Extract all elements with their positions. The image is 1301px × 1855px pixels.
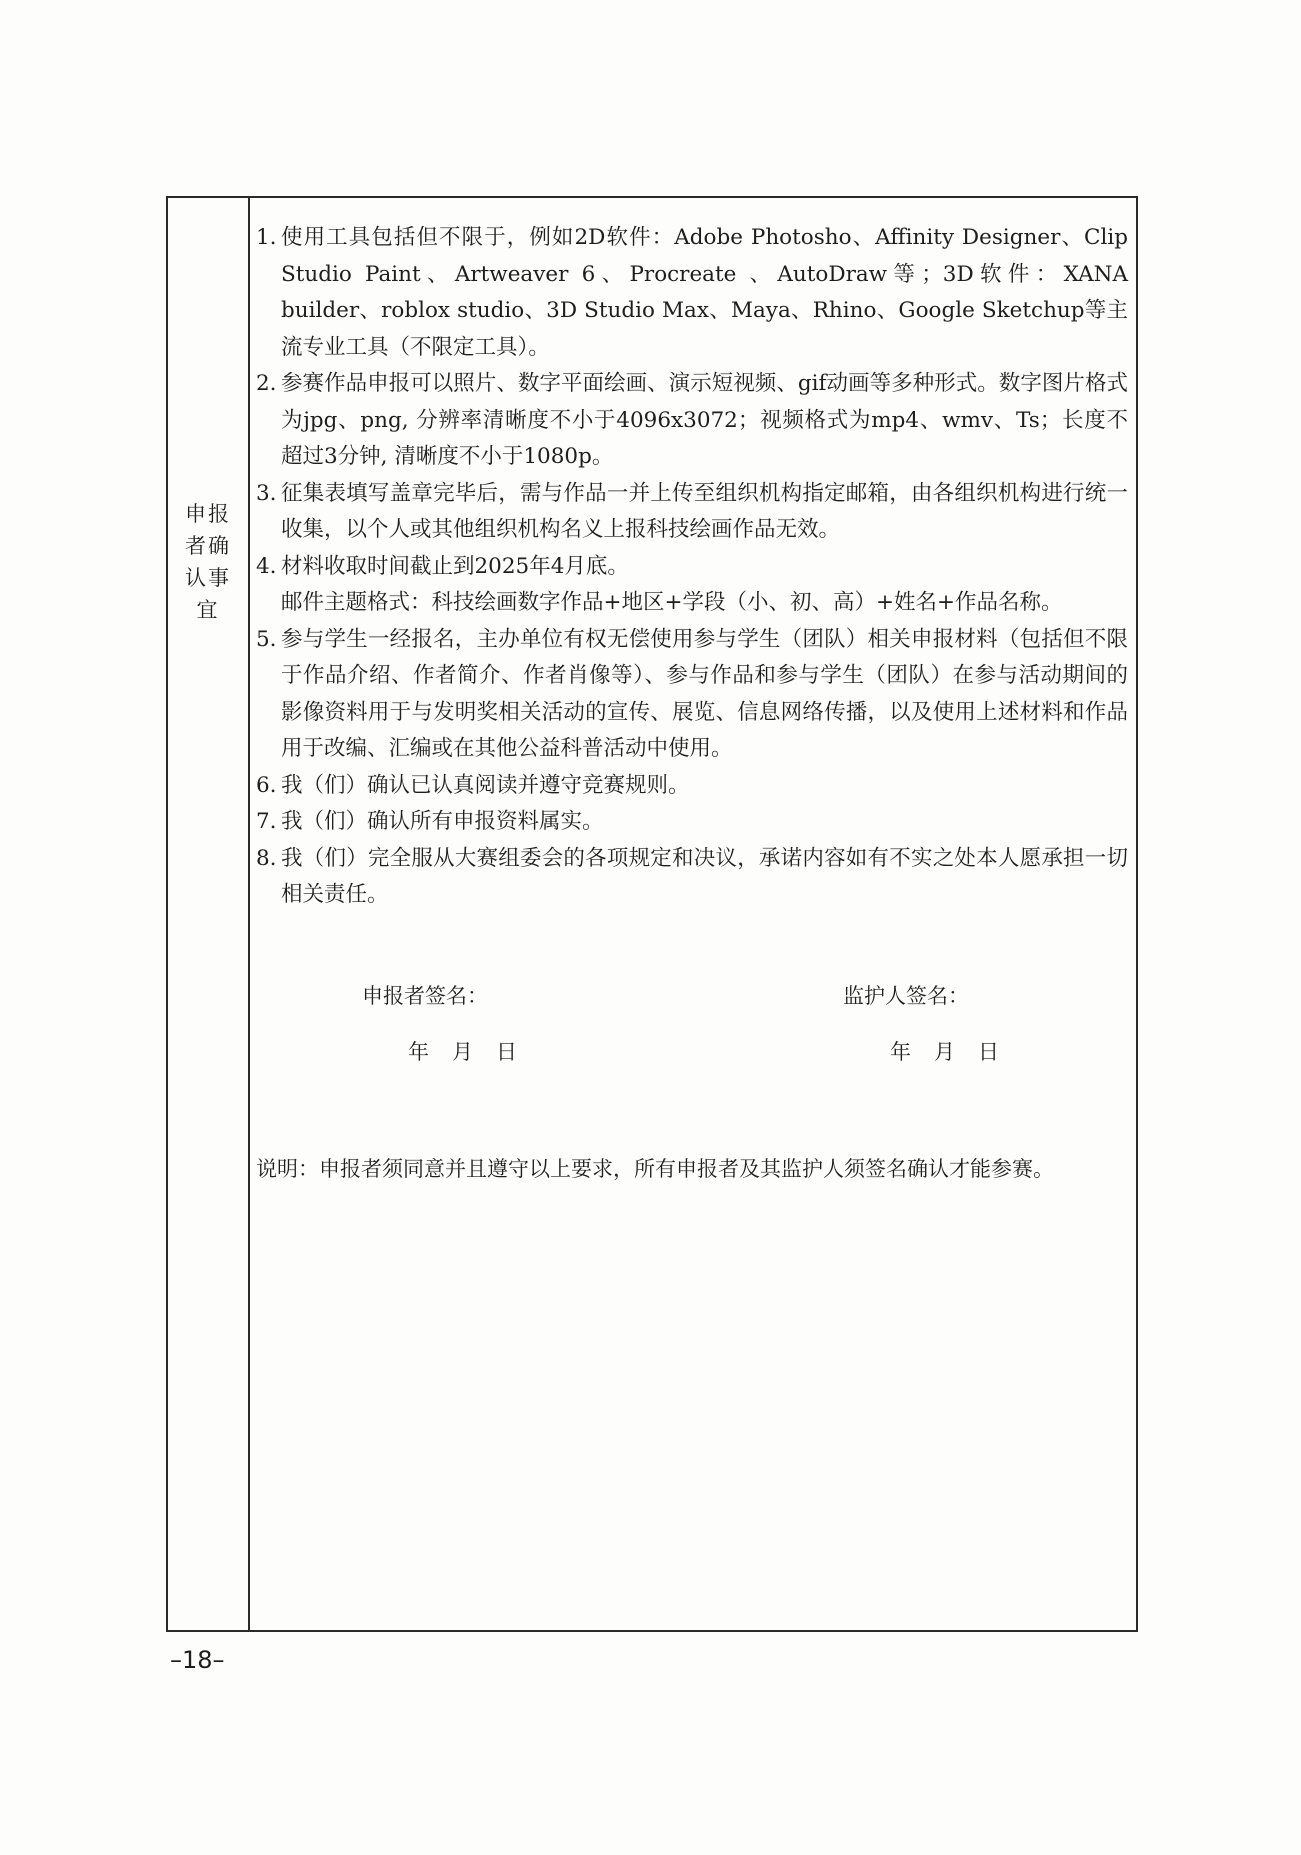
term-number: 4.: [256, 553, 277, 579]
page-number: –18–: [170, 1646, 225, 1674]
term-number: 3.: [256, 480, 277, 506]
row-label-line: 宜: [196, 598, 220, 622]
term-number: 7.: [256, 809, 277, 834]
declaration-table: [166, 196, 1138, 1632]
term-text: 使用工具包括但不限于，例如2D软件：Adobe Photosho、Affinity Designer、Clip Studio Paint、Artweaver 6、Procreate 、AutoDraw等；3D软件：XANA builder、roblox studio、3D Studio Max、Maya、Rhino、Google Sketchup等主流专业工具（不限定工具）。: [281, 225, 1128, 360]
term-item-7: [256, 804, 1128, 841]
term-text: 参与学生一经报名，主办单位有权无偿使用参与学生（团队）相关申报材料（包括但不限于作品介绍、作者简介、作者肖像等）、参与作品和参与学生（团队）在参与活动期间的影像资料用于与发明奖相关活动的宣传、展览、信息网络传播，以及使用上述材料和作品用于改编、汇编或在其他公益科普活动中使用。: [281, 626, 1128, 761]
term-text: 材料收取时间截止到2025年4月底。: [281, 553, 629, 579]
term-item-4: [256, 549, 1128, 586]
row-label-line: 者确: [185, 534, 231, 558]
term-item-1: [256, 220, 1128, 366]
term-item-2: [256, 366, 1128, 476]
term-text: 参赛作品申报可以照片、数字平面绘画、演示短视频、gif动画等多种形式。数字图片格式为jpg、png, 分辨率清晰度不小于4096x3072；视频格式为mp4、wmv、Ts；长度不超过3分钟, 清晰度不小于1080p。: [281, 371, 1128, 469]
row-label-line: 认事: [185, 566, 231, 590]
term-number: 2.: [256, 371, 277, 396]
applicant-date-month: 月: [452, 1040, 473, 1064]
guardian-signature-label: 监护人签名：: [843, 984, 969, 1008]
applicant-signature-label: 申报者签名：: [362, 984, 488, 1008]
term-number: 1.: [256, 225, 277, 250]
terms-list: [256, 220, 1128, 914]
term-number: 6.: [256, 772, 277, 798]
term-text: 我（们）完全服从大赛组委会的各项规定和决议，承诺内容如有不实之处本人愿承担一切相关责任。: [281, 845, 1128, 907]
term-item-5: [256, 622, 1128, 768]
term-text: 征集表填写盖章完毕后，需与作品一并上传至组织机构指定邮箱，由各组织机构进行统一收集，以个人或其他组织机构名义上报科技绘画作品无效。: [281, 480, 1128, 542]
term-item-8: [256, 841, 1128, 914]
guardian-date-day: 日: [978, 1040, 999, 1064]
term-item-6: [256, 768, 1128, 805]
applicant-date-day: 日: [496, 1040, 517, 1064]
row-label: [180, 498, 236, 626]
term-item-3: [256, 476, 1128, 549]
term-number: 8.: [256, 845, 277, 871]
guardian-date-month: 月: [934, 1040, 955, 1064]
note-text: 说明：申报者须同意并且遵守以上要求，所有申报者及其监护人须签名确认才能参赛。: [256, 1157, 1054, 1181]
row-label-line: 申报: [185, 502, 231, 526]
applicant-date-year: 年: [408, 1040, 429, 1064]
term-number: 5.: [256, 626, 277, 652]
row-label-cell: [168, 198, 248, 1630]
column-divider: [248, 198, 250, 1630]
term-text: 我（们）确认已认真阅读并遵守竞赛规则。: [281, 772, 690, 798]
term-text: 我（们）确认所有申报资料属实。: [281, 809, 604, 834]
email-subject-format: 邮件主题格式：科技绘画数字作品+地区+学段（小、初、高）+姓名+作品名称。: [281, 590, 1063, 615]
guardian-date-year: 年: [890, 1040, 911, 1064]
